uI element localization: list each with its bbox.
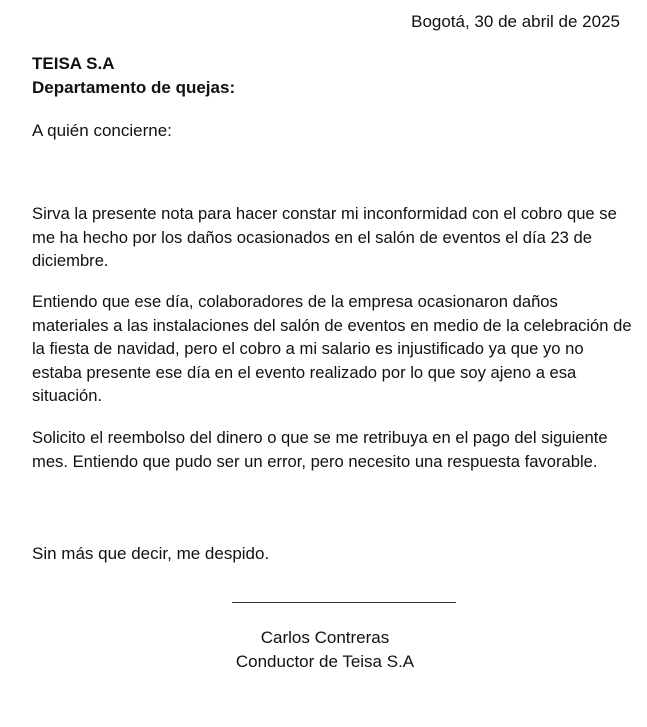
body-paragraph-1: Sirva la presente nota para hacer constar mi inconformidad con el cobro que se me ha hecho por los daños ocasionados en el salón de eventos el día 23 de diciembre. [32,204,617,270]
body-paragraph-3: Solicito el reembolso del dinero o que se me retribuya en el pago del siguiente mes. Entiendo que pudo ser un error, pero necesito una respuesta favorable. [32,428,608,471]
body-paragraph-2: Entiendo que ese día, colaboradores de la empresa ocasionaron daños materiales a las instalaciones del salón de eventos en medio de la celebración de la fiesta de navidad, pero el cobro a mi salario es injustificado ya que yo no estaba presente ese día en el evento realizado por lo que soy ajeno a esa situación. [32,292,632,405]
recipient-header [32,52,235,100]
letter-date: Bogotá, 30 de abril de 2025 [411,12,620,31]
recipient-department: Departamento de quejas: [32,78,236,97]
signature-title: Conductor de Teisa S.A [235,652,415,671]
closing-line: Sin más que decir, me despido. [32,544,270,563]
recipient-company: TEISA S.A [32,54,115,73]
greeting: A quién concierne: [32,121,172,140]
signature-name: Carlos Contreras [260,628,390,647]
signature-line [232,602,456,603]
